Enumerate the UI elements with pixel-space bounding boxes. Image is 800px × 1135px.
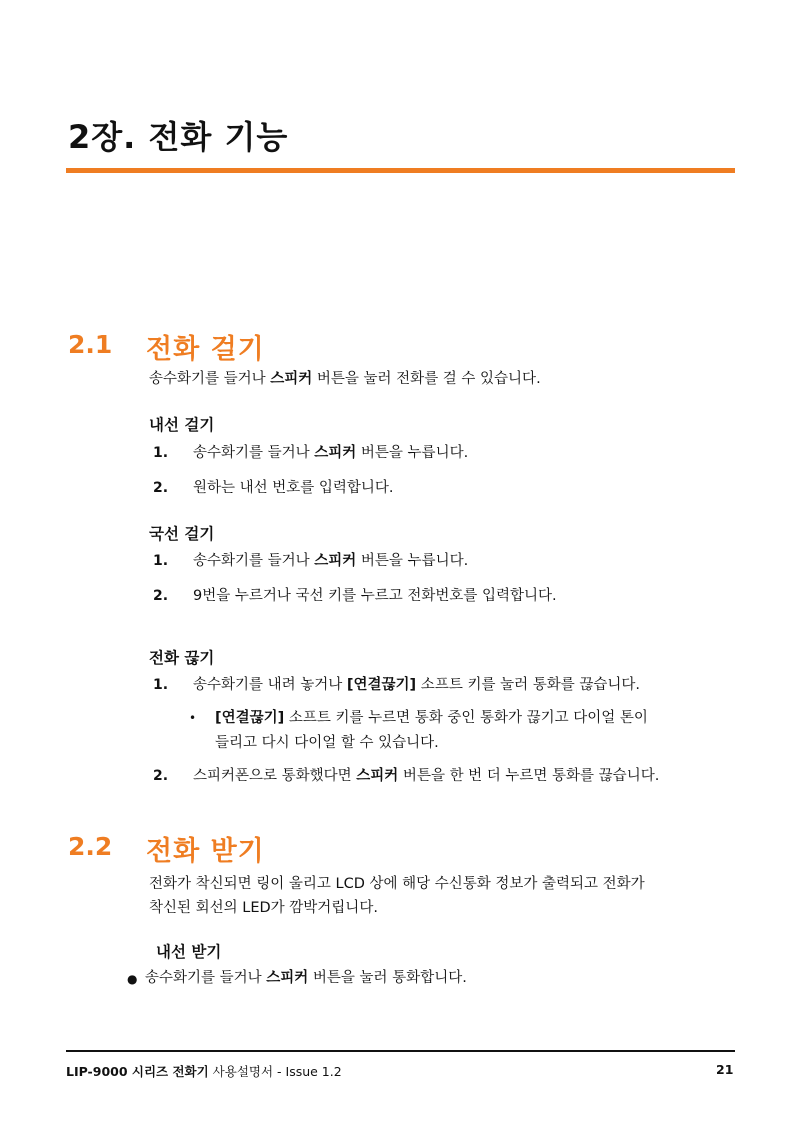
list-item bbox=[193, 676, 640, 695]
list-number: 2. bbox=[153, 588, 169, 604]
text: 스피커폰으로 통화했다면 bbox=[193, 768, 357, 784]
subheading: 내선 받기 bbox=[156, 943, 222, 961]
bold-text: 스피커 bbox=[270, 371, 313, 387]
text: 송수화기를 들거나 bbox=[145, 970, 267, 986]
list-number: 1. bbox=[153, 553, 169, 569]
chapter-divider bbox=[66, 168, 735, 173]
chapter-title: 2장. 전화 기능 bbox=[68, 118, 289, 156]
list-number: 2. bbox=[153, 480, 169, 496]
footer-product: LIP-9000 시리즈 전화기 bbox=[66, 1064, 209, 1079]
text: 버튼을 눌러 전화를 걸 수 있습니다. bbox=[312, 371, 541, 387]
list-item: 원하는 내선 번호를 입력합니다. bbox=[193, 480, 394, 496]
section-title: 전화 걸기 bbox=[146, 334, 265, 365]
text: 버튼을 누릅니다. bbox=[356, 445, 469, 461]
text: 송수화기를 들거나 bbox=[149, 371, 271, 387]
list-item bbox=[193, 444, 468, 463]
list-item bbox=[193, 552, 468, 571]
section-title: 전화 받기 bbox=[146, 836, 265, 867]
bullet-icon: • bbox=[189, 711, 197, 725]
subheading: 내선 걸기 bbox=[149, 416, 215, 434]
list-number: 2. bbox=[153, 768, 169, 784]
text: 버튼을 한 번 더 누르면 통화를 끊습니다. bbox=[398, 768, 660, 784]
bullet-item-line bbox=[215, 709, 648, 728]
bold-text: [연결끊기] bbox=[346, 677, 417, 693]
bullet-item-line: 들리고 다시 다이얼 할 수 있습니다. bbox=[215, 735, 439, 751]
bold-text: 스피커 bbox=[314, 445, 357, 461]
section-intro bbox=[149, 370, 541, 389]
list-item: 9번을 누르거나 국선 키를 누르고 전화번호를 입력합니다. bbox=[193, 588, 557, 604]
footer-divider bbox=[66, 1050, 735, 1052]
footer-label bbox=[66, 1062, 342, 1080]
page-number: 21 bbox=[716, 1062, 734, 1077]
text: 소프트 키를 누르면 통화 중인 통화가 끊기고 다이얼 톤이 bbox=[284, 710, 648, 726]
subheading: 전화 끊기 bbox=[149, 649, 215, 667]
list-number: 1. bbox=[153, 445, 169, 461]
section-number: 2.1 bbox=[68, 330, 113, 359]
subheading: 국선 걸기 bbox=[149, 525, 215, 543]
text: 송수화기를 들거나 bbox=[193, 445, 315, 461]
list-number: 1. bbox=[153, 677, 169, 693]
text: 버튼을 눌러 통화합니다. bbox=[308, 970, 467, 986]
list-item bbox=[193, 767, 659, 786]
section-number: 2.2 bbox=[68, 832, 113, 861]
text: 송수화기를 들거나 bbox=[193, 553, 315, 569]
text: 소프트 키를 눌러 통화를 끊습니다. bbox=[416, 677, 640, 693]
section-intro-line: 전화가 착신되면 링이 울리고 LCD 상에 해당 수신통화 정보가 출력되고 전화가 bbox=[149, 876, 645, 892]
text: 버튼을 누릅니다. bbox=[356, 553, 469, 569]
text: 송수화기를 내려 놓거나 bbox=[193, 677, 347, 693]
footer-doc: 사용설명서 - Issue 1.2 bbox=[208, 1064, 342, 1079]
bold-text: [연결끊기] bbox=[215, 710, 285, 726]
section-intro-line: 착신된 회선의 LED가 깜박거립니다. bbox=[149, 900, 378, 916]
bold-text: 스피커 bbox=[266, 970, 309, 986]
bullet-icon: ● bbox=[127, 972, 138, 986]
bullet-item bbox=[145, 969, 467, 988]
bold-text: 스피커 bbox=[356, 768, 399, 784]
bold-text: 스피커 bbox=[314, 553, 357, 569]
